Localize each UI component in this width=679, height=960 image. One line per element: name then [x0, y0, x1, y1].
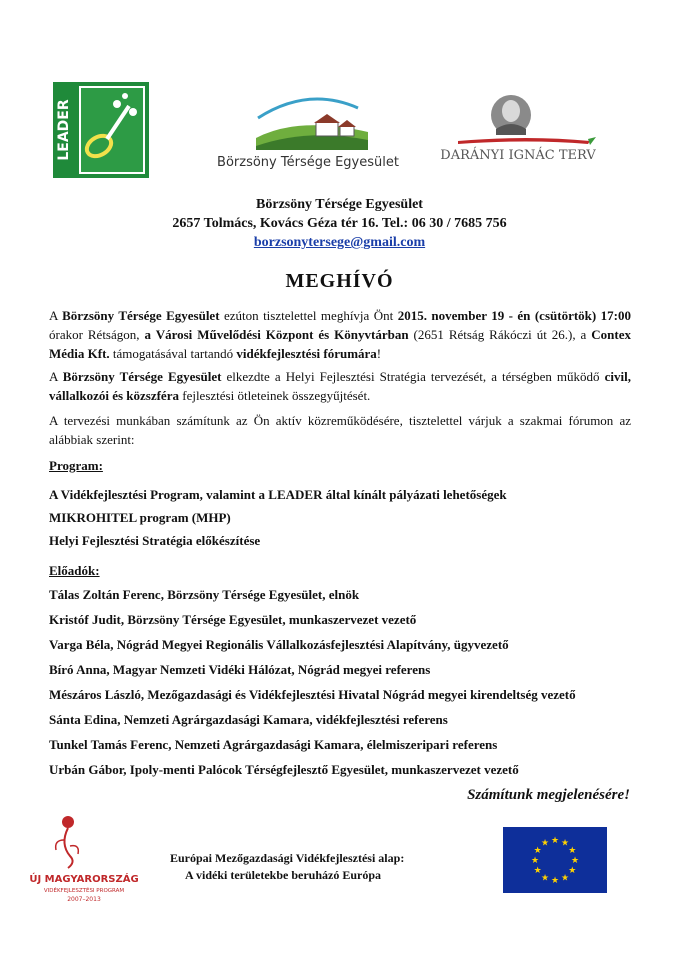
letterhead	[0, 195, 679, 252]
speaker-item: Bíró Anna, Magyar Nemzeti Vidéki Hálózat, Nógrád megyei referens	[49, 662, 431, 677]
closing-line: Számítunk megjelenésére!	[467, 787, 630, 803]
eafrd-line-1: Európai Mezőgazdasági Vidékfejlesztési alap:	[170, 851, 405, 865]
svg-text:LEADER: LEADER	[56, 99, 72, 161]
uj-logo-years: 2007–2013	[67, 896, 101, 903]
speaker-item: Urbán Gábor, Ipoly-menti Palócok Térségfejlesztő Egyesület, munkaszervezet vezető	[49, 762, 519, 777]
eafrd-line-2: A vidéki területekbe beruházó Európa	[185, 868, 382, 882]
page-title: MEGHÍVÓ	[285, 270, 394, 292]
eu-star: ★	[568, 865, 577, 875]
eu-star: ★	[533, 845, 542, 855]
speaker-item: Mészáros László, Mezőgazdasági és Vidékfejlesztési Hivatal Nógrád megyei kirendeltség vezető	[49, 687, 576, 702]
uj-logo-sub: VIDÉKFEJLESZTÉSI PROGRAM	[43, 888, 125, 894]
eu-star: ★	[540, 872, 550, 883]
eu-star: ★	[560, 837, 570, 848]
borzsony-logo-text: Börzsöny Térsége Egyesület	[217, 155, 399, 170]
strategy-paragraph: A Börzsöny Térsége Egyesület elkezdte a Helyi Fejlesztési Stratégia tervezését, a térségben működő civil, vállalkozói és közszféra fejlesztési ötleteinek összegyűjtését.	[49, 369, 631, 403]
eu-star: ★	[570, 855, 580, 865]
org-name: Börzsöny Térsége Egyesület	[256, 197, 423, 212]
borzsony-logo	[217, 88, 399, 172]
eu-star: ★	[568, 845, 577, 855]
eu-star: ★	[560, 872, 570, 883]
email-link[interactable]: borzsonytersege@gmail.com	[253, 235, 426, 250]
uj-logo-title: ÚJ MAGYARORSZÁG	[29, 874, 139, 885]
program-item: A Vidékfejlesztési Program, valamint a LEADER által kínált pályázati lehetőségek	[49, 487, 507, 502]
leader-logo	[53, 82, 149, 178]
eu-star: ★	[533, 865, 542, 875]
daranyi-logo	[438, 93, 598, 168]
planning-paragraph: A tervezési munkában számítunk az Ön aktív közreműködésére, tisztelettel várjuk a szakmai fórumon az alábbiak szerint:	[49, 413, 631, 447]
speaker-item: Tálas Zoltán Ferenc, Börzsöny Térsége Egyesület, elnök	[49, 587, 360, 602]
speaker-item: Varga Béla, Nógrád Megyei Regionális Vállalkozásfejlesztési Alapítvány, ügyvezető	[49, 637, 509, 652]
speaker-item: Tunkel Tamás Ferenc, Nemzeti Agrárgazdasági Kamara, élelmiszeripari referens	[49, 737, 498, 752]
uj-magyarorszag-logo	[29, 810, 150, 910]
eu-star: ★	[550, 835, 560, 845]
eu-star: ★	[550, 875, 560, 885]
eu-star: ★	[540, 837, 550, 848]
speaker-item: Sánta Edina, Nemzeti Agrárgazdasági Kamara, vidékfejlesztési referens	[49, 712, 448, 727]
eu-flag-icon	[503, 827, 607, 893]
daranyi-logo-text: DARÁNYI IGNÁC TERV	[440, 148, 596, 163]
speakers-label: Előadók:	[49, 563, 100, 578]
invitation-paragraph: A Börzsöny Térsége Egyesület ezúton tisztelettel meghívja Önt 2015. november 19 - én (csütörtök) 17:00 órakor Rétságon, a Városi Művelődési Központ és Könyvtárban (2651 Rétság Rákóczi út 26.), a Contex Média Kft. támogatásával tartandó vidékfejlesztési fórumára!	[49, 308, 632, 361]
program-label: Program:	[49, 458, 103, 473]
eafrd-caption	[170, 850, 404, 884]
org-address: 2657 Tolmács, Kovács Géza tér 16. Tel.: 06 30 / 7685 756	[172, 216, 507, 231]
eu-star: ★	[530, 855, 540, 865]
speaker-item: Kristóf Judit, Börzsöny Térsége Egyesület, munkaszervezet vezető	[49, 612, 417, 627]
program-item: MIKROHITEL program (MHP)	[49, 510, 231, 525]
program-item: Helyi Fejlesztési Stratégia előkészítése	[49, 533, 261, 548]
